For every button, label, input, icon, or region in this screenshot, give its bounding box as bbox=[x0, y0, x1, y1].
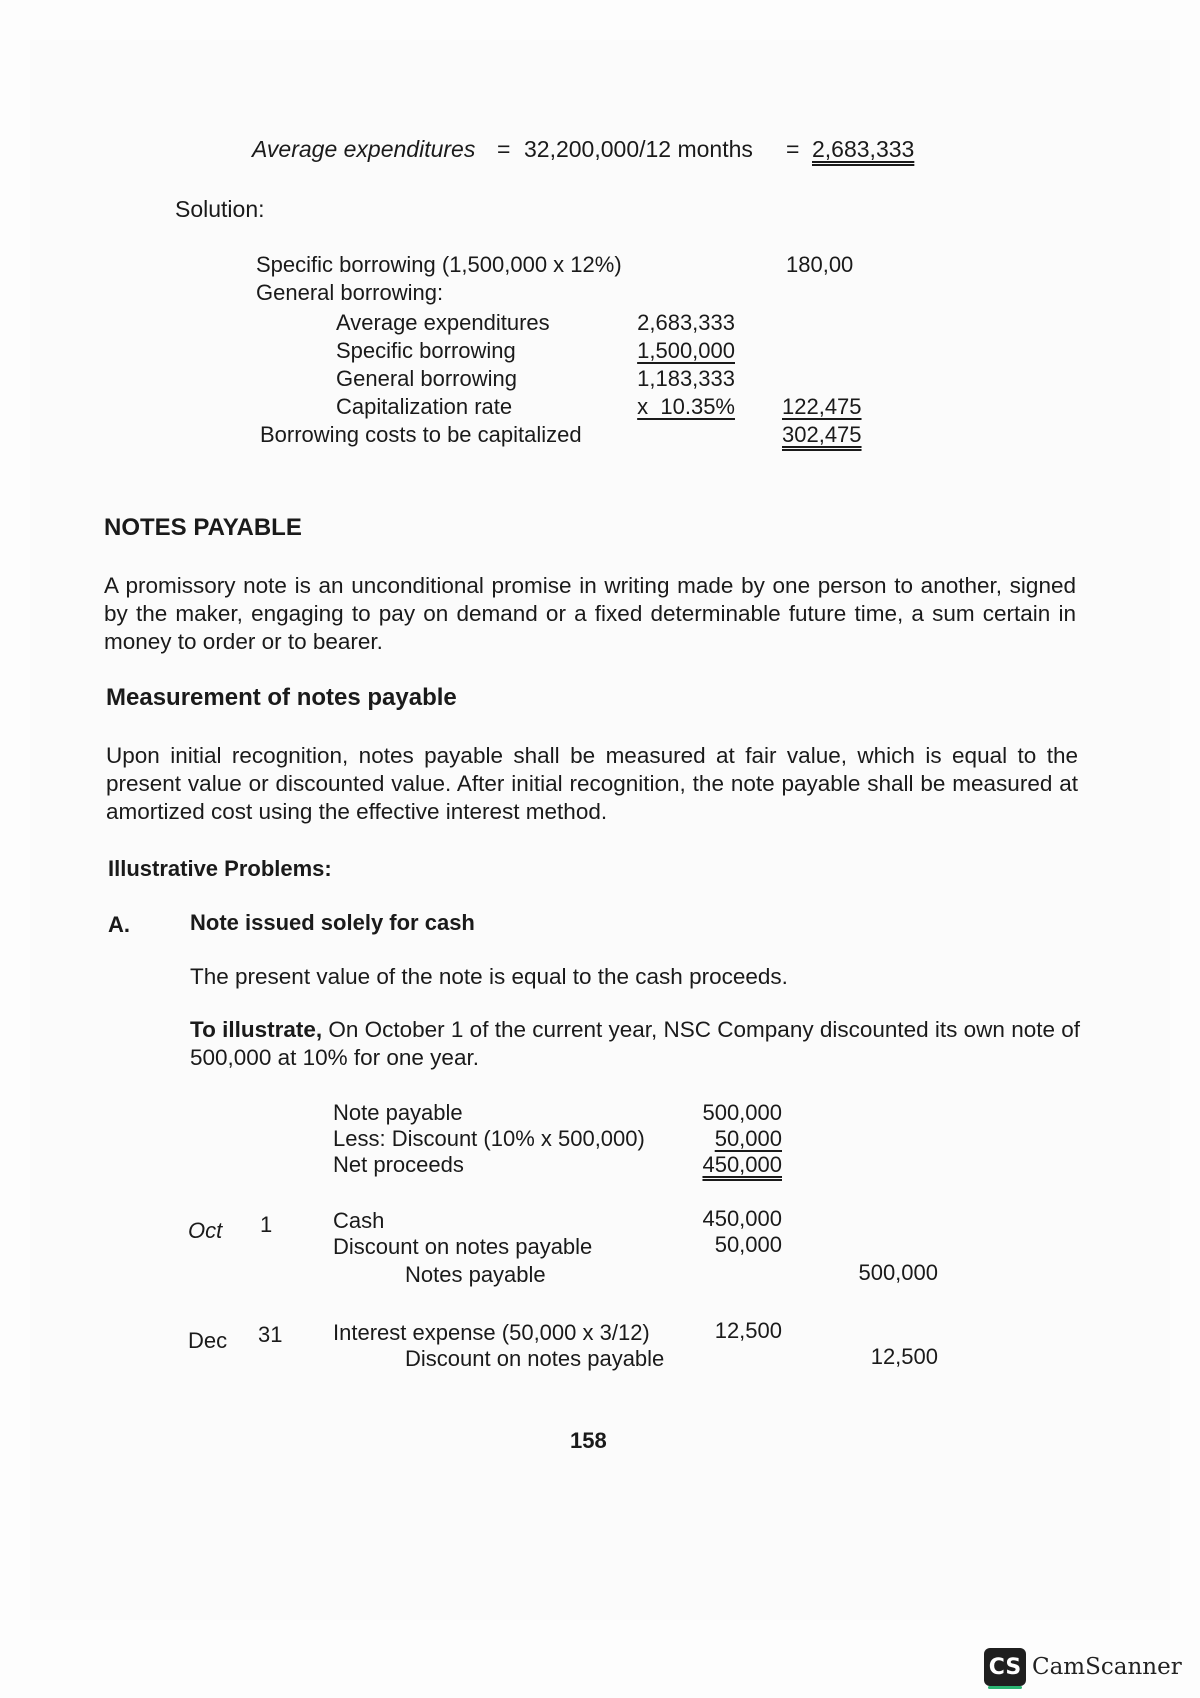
illustration-lead: To illustrate, bbox=[190, 1017, 323, 1042]
illustration-paragraph bbox=[190, 1016, 1080, 1072]
measurement-heading: Measurement of notes payable bbox=[106, 684, 457, 711]
camscanner-watermark bbox=[984, 1648, 1182, 1686]
entry2-month: Dec bbox=[188, 1328, 228, 1353]
avg-equals-sign: = bbox=[497, 136, 511, 162]
solution-label: Solution: bbox=[175, 196, 265, 222]
entry1-debit1-amount: 450,000 bbox=[702, 1206, 782, 1231]
entry2-credit-amount: 12,500 bbox=[870, 1344, 938, 1369]
borrowing-costs-label: Borrowing costs to be capitalized bbox=[260, 422, 582, 447]
solution-row-label: Specific borrowing bbox=[336, 338, 516, 363]
measurement-paragraph: Upon initial recognition, notes payable shall be measured at fair value, which is equal to the present value or discounted value. After initial recognition, the note payable shall be measured at amortized cost using the effective interest method. bbox=[106, 743, 1078, 824]
computation-row-label: Less: Discount (10% x 500,000) bbox=[333, 1126, 645, 1151]
specific-borrowing-label: Specific borrowing (1,500,000 x 12%) bbox=[256, 252, 622, 277]
solution-row-label: General borrowing bbox=[336, 366, 517, 391]
entry1-debit2-amount: 50,000 bbox=[714, 1232, 782, 1257]
entry1-credit-amount: 500,000 bbox=[858, 1260, 938, 1285]
computation-row-label: Note payable bbox=[333, 1100, 463, 1125]
computation-row-amount: 500,000 bbox=[702, 1100, 782, 1125]
camscanner-logo-icon: CS bbox=[984, 1648, 1026, 1686]
avg-equals-sign-2: = bbox=[786, 136, 800, 162]
notes-payable-heading: NOTES PAYABLE bbox=[104, 514, 302, 541]
entry2-debit-amount: 12,500 bbox=[714, 1318, 782, 1343]
specific-borrowing-amount: 180,00 bbox=[786, 252, 854, 277]
entry1-debit2-label: Discount on notes payable bbox=[333, 1234, 593, 1259]
computation-row-amount: 450,000 bbox=[702, 1152, 782, 1177]
camscanner-brand: CamScanner bbox=[1032, 1654, 1182, 1680]
solution-row-label: Average expenditures bbox=[336, 310, 550, 335]
entry1-day: 1 bbox=[260, 1212, 273, 1237]
solution-row-amount: 2,683,333 bbox=[637, 310, 735, 335]
avg-formula: 32,200,000/12 months bbox=[524, 136, 753, 162]
illustrative-problems-heading: Illustrative Problems: bbox=[108, 856, 332, 881]
entry1-debit1-label: Cash bbox=[333, 1208, 385, 1233]
page-number: 158 bbox=[570, 1428, 607, 1453]
solution-row-amount: 1,500,000 bbox=[637, 338, 735, 363]
general-borrowing-total: 122,475 bbox=[782, 394, 862, 419]
illustration-text: On October 1 of the current year, NSC Company discounted its own note of 500,000 at 10% for one year. bbox=[190, 1017, 1081, 1070]
general-borrowing-label: General borrowing: bbox=[256, 280, 444, 305]
entry1-credit-label: Notes payable bbox=[405, 1262, 546, 1287]
solution-row-amount: x 10.35% bbox=[637, 394, 735, 419]
solution-row-amount: 1,183,333 bbox=[637, 366, 735, 391]
computation-row-amount: 50,000 bbox=[714, 1126, 782, 1151]
borrowing-costs-total: 302,475 bbox=[782, 422, 862, 447]
avg-expenditures-label: Average expenditures bbox=[252, 136, 476, 162]
entry2-debit-label: Interest expense (50,000 x 3/12) bbox=[333, 1320, 650, 1345]
entry2-credit-label: Discount on notes payable bbox=[405, 1346, 665, 1371]
section-a-title: Note issued solely for cash bbox=[190, 910, 475, 935]
present-value-sentence: The present value of the note is equal to the cash proceeds. bbox=[190, 964, 788, 989]
entry1-month: Oct bbox=[188, 1218, 223, 1243]
solution-row-label: Capitalization rate bbox=[336, 394, 513, 419]
promissory-note-definition: A promissory note is an unconditional promise in writing made by one person to another, signed by the maker, engaging to pay on demand or a fixed determinable future time, a sum certain in money to order or to bearer. bbox=[104, 573, 1076, 654]
section-a-letter: A. bbox=[108, 912, 130, 937]
avg-result: 2,683,333 bbox=[812, 136, 915, 162]
entry2-day: 31 bbox=[258, 1322, 283, 1347]
computation-row-label: Net proceeds bbox=[333, 1152, 464, 1177]
